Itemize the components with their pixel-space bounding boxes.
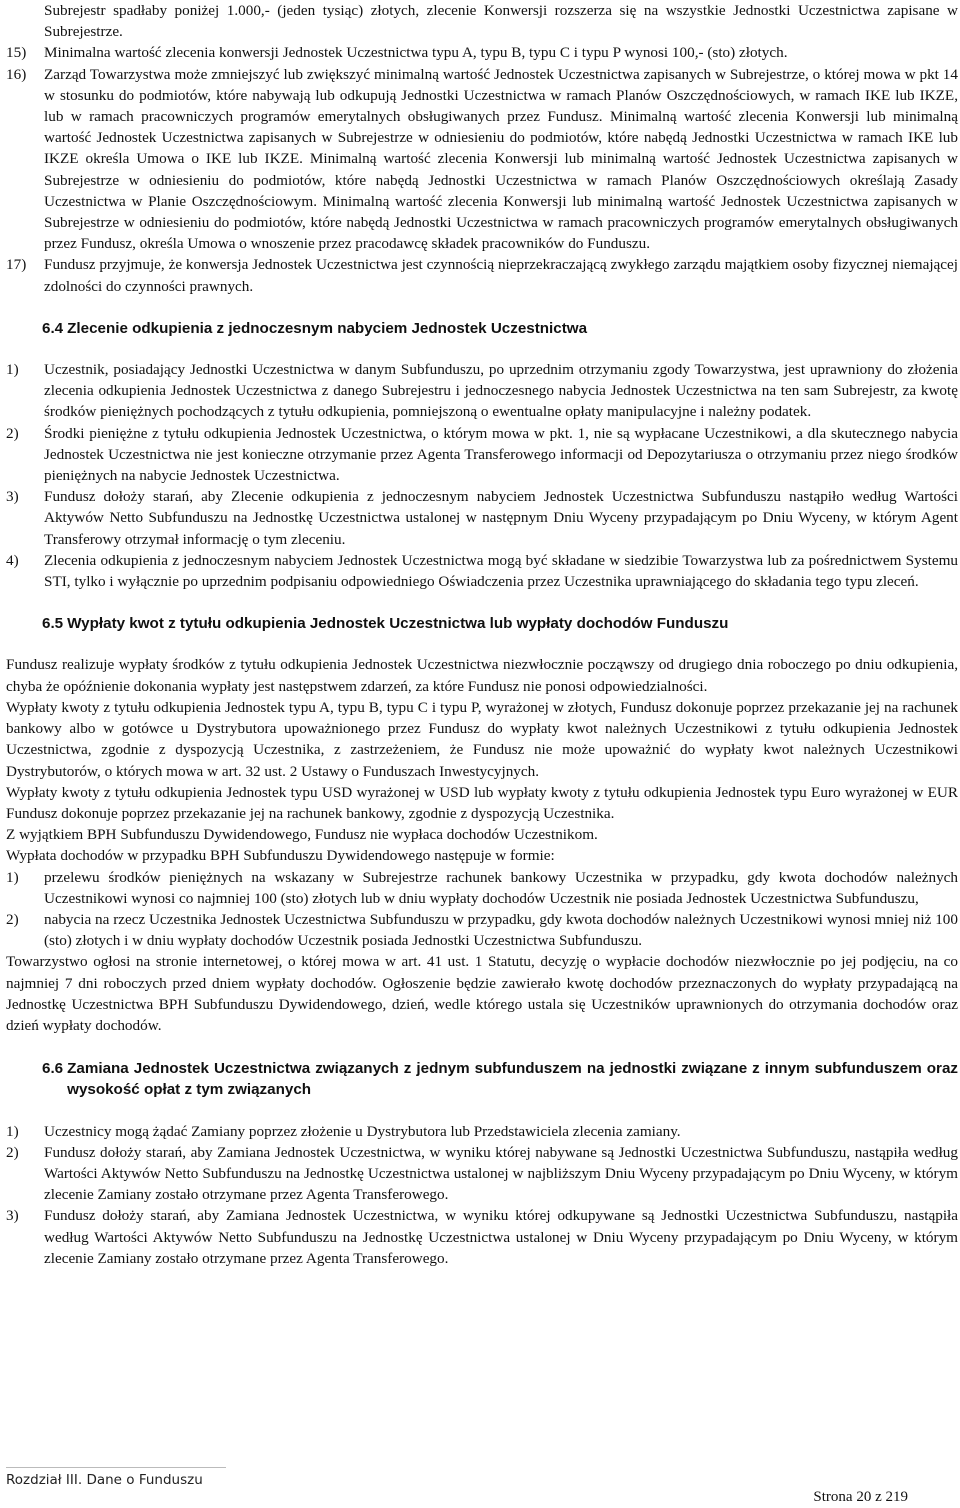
list-text: Zarząd Towarzystwa może zmniejszyć lub zwiększyć minimalną wartość Jednostek Uczestnictwa zapisanych w Subrejestrze, o której mowa w pkt 14 w stosunku do podmiotów, które nabywają lub odkupują Jednostki Uczestnictwa w ramach Planów Oszczędnościowych, w ramach IKE lub IKZE, lub w ramach pracowniczych programów emerytalnych obsługiwanych przez Fundusz. Minimalną wartość zlecenia Konwersji lub minimalną wartość Jednostek Uczestnictwa zapisanych w Subrejestrze w odniesieniu do podmiotów, które nabędą Jednostki Uczestnictwa w ramach IKE lub IKZE określa Umowa o IKE lub IKZE. Minimalną wartość zlecenia Konwersji lub minimalną wartość Jednostek Uczestnictwa zapisanych w Subrejestrze w odniesieniu do podmiotów, które nabędą Jednostki Uczestnictwa w ramach Planów Oszczędnościowych określają Zasady Uczestnictwa w Planie Oszczędnościowym. Minimalną wartość zlecenia Konwersji lub minimalną wartość Jednostek Uczestnictwa zapisanych w Subrejestrze w odniesieniu do podmiotów, które nabędą Jednostki Uczestnictwa w ramach pracowniczych programów emerytalnych obsługiwanych przez Fundusz, określa Umowa o wnoszenie przez pracodawcę składek pracowników do Funduszu.: [44, 65, 958, 253]
section-number: 6.4: [42, 319, 64, 337]
list-text: Fundusz dołoży starań, aby Zamiana Jednostek Uczestnictwa, w wyniku której odkupywane są Jednostki Uczestnictwa Subfunduszu, nastąpiła według Wartości Aktywów Netto Subfunduszu na Jednostkę Uczestnictwa ustalonej w Dniu Wyceny przypadającym po Dniu Wyceny, w którym zlecenie Zamiany zostało otrzymane przez Agenta Transferowego.: [44, 1207, 958, 1267]
paragraph: Wypłaty kwoty z tytułu odkupienia Jednostek typu USD wyrażonej w USD lub wypłaty kwoty z tytułu odkupienia Jednostek typu Euro wyrażonej w EUR Fundusz dokonuje poprzez przekazanie jej na rachunek bankowy, zgodnie z dyspozycją Uczestnika.: [6, 783, 958, 822]
footer-chapter: Rozdział III. Dane o Funduszu: [6, 1472, 203, 1488]
paragraph: Wypłata dochodów w przypadku BPH Subfunduszu Dywidendowego następuje w formie:: [6, 847, 555, 865]
section-title: Zamiana Jednostek Uczestnictwa związanych z jednym subfunduszem na jednostki związane z innym subfunduszem oraz wysokość opłat z tym związanych: [67, 1060, 958, 1099]
section-title: Zlecenie odkupienia z jednoczesnym nabyciem Jednostek Uczestnictwa: [67, 319, 588, 337]
section-heading-6-4: [6, 318, 958, 339]
list-number: 1): [6, 868, 19, 886]
section-number: 6.6: [42, 1060, 64, 1078]
list-item: [6, 423, 958, 487]
list-text: przelewu środków pieniężnych na wskazany w Subrejestrze rachunek bankowy Uczestnika w przypadku, gdy kwota dochodów należnych Uczestnikowi wynosi co najmniej 100 (sto) złotych lub w dniu wypłaty dochodów Uczestnik nie posiada Jednostek Uczestnictwa Subfunduszu,: [44, 868, 958, 907]
list-text: nabycia na rzecz Uczestnika Jednostek Uczestnictwa Subfunduszu w przypadku, gdy kwota dochodów należnych Uczestnikowi wynosi mniej niż 100 (sto) złotych i w dniu wypłaty dochodów Uczestnik posiada Jednostki Uczestnictwa Subfunduszu.: [44, 910, 958, 950]
paragraph: Wypłaty kwoty z tytułu odkupienia Jednostek typu A, typu B, typu C i typu P, wyrażonej w złotych, Fundusz dokonuje poprzez przekazanie jej na rachunek bankowy albo w gotówce u Dystrybutora upoważnionego przez Fundusz do wypłaty kwot należnych Uczestnikowi z tytułu odkupienia Jednostek Uczestnictwa, zgodnie z dyspozycją Uczestnika, z zastrzeżeniem, że Fundusz nie może upoważnić do wypłaty kwot należnych Uczestnikowi Dystrybutorów, o których mowa w art. 32 ust. 2 Ustawy o Funduszach Inwestycyjnych.: [6, 698, 958, 780]
list-item: [6, 359, 958, 423]
list-number: 2): [6, 910, 19, 928]
list-item: [6, 909, 958, 951]
list-number: 17): [6, 256, 27, 274]
list-text: Fundusz dołoży starań, aby Zlecenie odkupienia z jednoczesnym nabyciem Jednostek Uczestnictwa Subfunduszu nastąpiło według Wartości Aktywów Netto Subfunduszu na Jednostkę Uczestnictwa ustalonej w następnym Dniu Wyceny przypadającym po Dniu Wyceny, w którym Agent Transferowy otrzymał informację o tym zleceniu.: [44, 488, 958, 548]
list-number: 3): [6, 488, 19, 506]
list-number: 1): [6, 361, 19, 379]
list-text: Fundusz dołoży starań, aby Zamiana Jednostek Uczestnictwa, w wyniku której nabywane są Jednostki Uczestnictwa Subfunduszu, nastąpiła według Wartości Aktywów Netto Subfunduszu na Jednostkę Uczestnictwa ustalonej w najbliższym Dniu Wyceny przypadającym po Dniu Wyceny, w którym zlecenie Zamiany zostało otrzymane przez Agenta Transferowego.: [44, 1143, 958, 1204]
list-number: 2): [6, 424, 19, 442]
list-item: [6, 867, 958, 909]
section-heading-6-6: [6, 1058, 958, 1100]
list-item: [6, 550, 958, 592]
footer-divider: [6, 1467, 226, 1468]
list-number: 2): [6, 1143, 19, 1161]
paragraph: Fundusz realizuje wypłaty środków z tytułu odkupienia Jednostek Uczestnictwa niezwłocznie począwszy od drugiego dnia roboczego po dniu odkupienia, chyba że opóźnienie dokonania wypłaty jest następstwem zdarzeń, za które Fundusz nie ponosi odpowiedzialności.: [6, 656, 958, 695]
page-number: Strona 20 z 219: [813, 1489, 908, 1505]
list-item: [6, 1121, 958, 1142]
list-number: 1): [6, 1122, 19, 1140]
list-number: 16): [6, 65, 27, 83]
list-text: Środki pieniężne z tytułu odkupienia Jednostek Uczestnictwa, o którym mowa w pkt. 1, nie są wypłacane Uczestnikowi, a dla skutecznego nabycia Jednostek Uczestnictwa nie jest konieczne otrzymanie przez Agenta Transferowego informacji od Depozytariusza o otrzymaniu przez niego środków pieniężnych na nabycie Jednostek Uczestnictwa.: [44, 424, 958, 485]
paragraph: Towarzystwo ogłosi na stronie internetowej, o której mowa w art. 41 ust. 1 Statutu, decyzję o wypłacie dochodów niezwłocznie po jej podjęciu, na co najmniej 7 dni roboczych przed dniem wypłaty dochodów. Ogłoszenie będzie zawierało kwotę dochodów przeznaczonych do wypłaty przypadającą na Jednostkę Uczestnictwa BPH Subfunduszu Dywidendowego, dzień, wedle którego ustala się Uczestników uprawnionych do otrzymania dochodów oraz dzień wypłaty dochodów.: [6, 953, 958, 1034]
list-text: Minimalna wartość zlecenia konwersji Jednostek Uczestnictwa typu A, typu B, typu C i typu P wynosi 100,- (sto) złotych.: [44, 44, 788, 62]
list-text: Uczestnicy mogą żądać Zamiany poprzez złożenie u Dystrybutora lub Przedstawiciela zlecenia zamiany.: [44, 1122, 681, 1140]
list-text: Fundusz przyjmuje, że konwersja Jednostek Uczestnictwa jest czynnością nieprzekraczającą zwykłego zarządu majątkiem osoby fizycznej niemającej zdolności do czynności prawnych.: [44, 256, 958, 295]
paragraph: Z wyjątkiem BPH Subfunduszu Dywidendowego, Fundusz nie wypłaca dochodów Uczestnikom.: [6, 826, 598, 844]
list-item: [6, 1205, 958, 1269]
continuation-paragraph: Subrejestr spadłaby poniżej 1.000,- (jeden tysiąc) złotych, zlecenie Konwersji rozszerza się na wszystkie Jednostki Uczestnictwa zapisane w Subrejestrze.: [44, 2, 958, 41]
list-number: 3): [6, 1207, 19, 1225]
list-item: [6, 64, 958, 255]
section-heading-6-5: [6, 613, 958, 634]
document-page: [6, 0, 958, 1269]
list-number: 15): [6, 44, 27, 62]
list-text: Uczestnik, posiadający Jednostki Uczestnictwa w danym Subfunduszu, po uprzednim otrzymaniu zgody Towarzystwa, jest uprawniony do złożenia zlecenia odkupienia Jednostek Uczestnictwa z danego Subrejestru i jednoczesnego nabycia Jednostek Uczestnictwa na ten sam Subrejestr, za kwotę środków pieniężnych pochodzących z tytułu odkupienia, pomniejszoną o ewentualne opłaty manipulacyjne i należny podatek.: [44, 361, 958, 421]
list-item: [6, 1142, 958, 1206]
section-number: 6.5: [42, 615, 64, 633]
list-text: Zlecenia odkupienia z jednoczesnym nabyciem Jednostek Uczestnictwa mogą być składane w siedzibie Towarzystwa lub za pośrednictwem Systemu STI, tylko i wyłącznie po uprzednim podpisaniu odpowiedniego Oświadczenia przez Uczestnika uprawniającego do składania tego typu zleceń.: [44, 551, 958, 591]
list-item: [6, 254, 958, 296]
list-item: [6, 42, 958, 63]
section-title: Wypłaty kwot z tytułu odkupienia Jednostek Uczestnictwa lub wypłaty dochodów Funduszu: [67, 615, 729, 633]
list-item: [6, 486, 958, 550]
list-number: 4): [6, 551, 19, 569]
